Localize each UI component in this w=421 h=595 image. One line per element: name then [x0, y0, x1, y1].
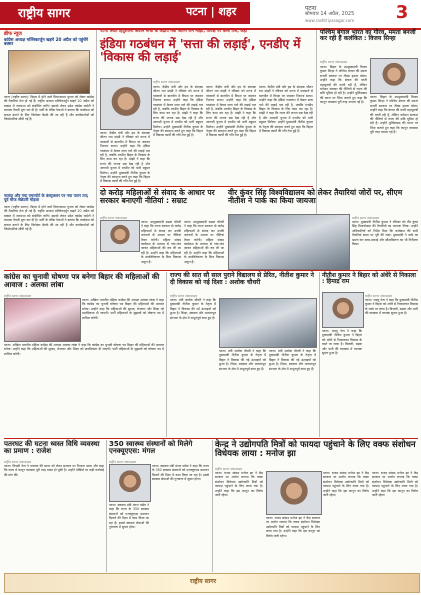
congress-body-2: पटना। अखिल भारतीय महिला कांग्रेस की अध्यक्ष अलका लांबा ने कहा कि कांग्रेस का चुनावी घोषणा पत्र बिहार की महिलाओं की आवाज बनेगा। उन्होंने कहा कि महिलाओं की सुरक्षा, रोजगार और शिक्षा को प्राथमिकता दी जाएगी। पार्टी महिलाओं के सुझावों को घोषणा पत्र में शामिल करेगी।: [4, 343, 164, 356]
right-mid-photo: [322, 292, 364, 328]
right-top-body: पटना। बिहार के उपमुख्यमंत्री विजय कुमार सिन्हा ने पश्चिम बंगाल की ममता बनर्जी सरकार पर तीखा हमला बोला। उन्होंने कहा कि बंगाल की धरती महापुरुषों की धरती रही है, लेकिन वर्तमान सरकार की नीतियों से राज्य की छवि धूमिल हो रही है। उन्होंने मुर्शिदाबाद की घटना पर चिंता जताते हुए कहा कि कानून व्यवस्था पूरी तरह चरमरा गई है।: [320, 65, 367, 105]
right-mid-headline: नीतीश कुमार ने बिहार को अंधेरे से निकाला : हिमाद्र राम: [322, 272, 416, 286]
lead-body-col3: पटना। केंद्रीय मंत्री और हम के संरक्षक जीतन राम मांझी ने रविवार को पटना में पत्रकारों से बातचीत में विपक्ष पर जमकर निशाना साधा। उन्होंने कहा कि इंडिया गठबंधन में केवल सत्ता पाने की लड़ाई चल रही है, जबकि एनडीए बिहार के विकास के लिए काम कर रहा है। मांझी ने कहा कि राज्य की जनता सब देख रही है और आगामी चुनाव में एनडीए को भारी बहुमत मिलेगा। उन्होंने मुख्यमंत्री नीतीश कुमार के नेतृत्व की सराहना करते हुए कहा कि बिहार में विकास कार्यों की गति तेज हुई है।: [259, 85, 313, 134]
bottom-left-byline: राष्ट्रीय सागर संवाददाता: [4, 460, 32, 464]
bottom-right-body: पटना। राजद सांसद मनोज झा ने केंद्र सरकार पर आरोप लगाया कि वक्फ संशोधन विधेयक उद्योगपति मित्रों को फायदा पहुंचाने के लिए लाया गया है। उन्होंने कहा कि इस कानून का विरोध जारी रहेगा।: [215, 471, 263, 498]
bottom-right-body-3: पटना। राजद सांसद मनोज झा ने केंद्र सरकार पर आरोप लगाया कि वक्फ संशोधन विधेयक उद्योगपति मित्रों को फायदा पहुंचाने के लिए लाया गया है। उन्होंने कहा कि इस कानून का विरोध जारी रहेगा।: [323, 471, 369, 498]
right-mid-body-2: पटना। जदयू नेता ने कहा कि मुख्यमंत्री नीतीश कुमार ने बिहार को अंधेरे से निकालकर विकास के रास्ते पर लाया है। बिजली, सड़क और पानी की व्यवस्था में व्यापक सुधार हुआ है।: [322, 329, 362, 356]
right-top-byline: राष्ट्रीय सागर संवाददाता: [320, 60, 348, 64]
section-title: पटना | शहर: [186, 5, 237, 18]
congress-headline: कांग्रेस का चुनावी घोषणा पत्र बनेगा बिहार की महिलाओं की आवाज : अलका लांबा: [4, 272, 160, 289]
right-mid-body: पटना। जदयू नेता ने कहा कि मुख्यमंत्री नीतीश कुमार ने बिहार को अंधेरे से निकालकर विकास के रास्ते पर लाया है। बिजली, सड़क और पानी की व्यवस्था में व्यापक सुधार हुआ है।: [365, 298, 418, 316]
choudhary-body-2: पटना। मंत्री अशोक चौधरी ने कहा कि मुख्यमंत्री नीतीश कुमार के नेतृत्व में बिहार ने विकास की नई ऊंचाइयों को छुआ है। शिक्षा, स्वास्थ्य और आधारभूत संरचना के क्षेत्र में अभूतपूर्व काम हुए हैं।: [219, 349, 266, 371]
bottom-right-body-2: पटना। राजद सांसद मनोज झा ने केंद्र सरकार पर आरोप लगाया कि वक्फ संशोधन विधेयक उद्योगपति मित्रों को फायदा पहुंचाने के लिए लाया गया है। उन्होंने कहा कि इस कानून का विरोध जारी रहेगा।: [266, 516, 320, 538]
bottom-mid-body-2: पटना। स्वास्थ्य मंत्री मंगल पांडेय ने कहा कि राज्य के 350 स्वास्थ्य संस्थानों को एनक्यूएएस प्रमाणन दिलाने की दिशा में काम किया जा रहा है। इससे स्वास्थ्य सेवाओं की गुणवत्ता में सुधार होगा।: [109, 503, 149, 530]
lead-photo: [100, 78, 152, 130]
women-byline: राष्ट्रीय सागर संवाददाता: [100, 216, 128, 220]
women-body-2: पटना। उपमुख्यमंत्री सम्राट चौधरी ने कहा कि राज्य सरकार दो करोड़ महिलाओं से संवाद कर उनकी जरूरतों के आधार पर नीतियां तैयार करेगी। महिला संवाद कार्यक्रम के माध्यम से गांव-गांव जाकर महिलाओं की राय ली जा रही है। उन्होंने कहा कि महिलाओं के सशक्तिकरण के बिना विकास अधूरा है।: [184, 220, 224, 264]
bottom-mid-photo: [109, 464, 151, 502]
congress-body: पटना। अखिल भारतीय महिला कांग्रेस की अध्यक्ष अलका लांबा ने कहा कि कांग्रेस का चुनावी घोषणा पत्र बिहार की महिलाओं की आवाज बनेगा। उन्होंने कहा कि महिलाओं की सुरक्षा, रोजगार और शिक्षा को प्राथमिकता दी जाएगी। पार्टी महिलाओं के सुझावों को घोषणा पत्र में शामिल करेगी।: [82, 298, 164, 320]
website: www.rashtriyasagar.com: [305, 18, 355, 23]
brief2-headline: नालंदा और गया एयरपोर्ट के कंस्ट्रक्शन पर नया प्लान तय; पूर्व चीफ सेक्रेटरी मोहला: [4, 193, 89, 203]
brief1-photo: [8, 50, 90, 94]
footer-text: राष्ट्रीय सागर: [190, 578, 217, 585]
choudhary-headline: राज्य की सात सौ साल पुराने विद्यालय से प्रेरित, नीतीश कुमार ने दी विकास को नई दिशा : अशोक चौधरी: [170, 272, 314, 286]
university-headline: वीर कुंवर सिंह विश्वविद्यालय को लेकर तैयारियां जोरों पर, सीएम नीतीश ने पार्क का किया जायजा: [228, 188, 403, 205]
divider: [106, 440, 107, 572]
paper-city: पटना: [305, 5, 317, 12]
lead-headline: इंडिया गठबंधन में 'सत्ता की लड़ाई', एनडीए में 'विकास की लड़ाई': [100, 37, 301, 64]
choudhary-body-3: पटना। मंत्री अशोक चौधरी ने कहा कि मुख्यमंत्री नीतीश कुमार के नेतृत्व में बिहार ने विकास की नई ऊंचाइयों को छुआ है। शिक्षा, स्वास्थ्य और आधारभूत संरचना के क्षेत्र में अभूतपूर्व काम हुए हैं।: [269, 349, 316, 371]
lead-byline: राष्ट्रीय सागर संवाददाता: [153, 80, 181, 84]
bottom-right-photo: [266, 471, 322, 515]
brief2-body: पटना (राष्ट्रीय सागर): बिहार में होने वाले विधानसभा चुनाव को लेकर कांग्रेस की तैयारियां तेज हो गई हैं। राष्ट्रीय अध्यक्ष मल्लिकार्जुन खड़गे 20 अप्रैल को बक्सर में जनसभा को संबोधित करेंगे। इसको लेकर प्रदेश कांग्रेस कमेटी ने व्यापक तैयारी शुरू कर दी है। पार्टी के वरिष्ठ नेताओं ने बताया कि कार्यक्रम को सफल बनाने के लिए जिलेवार बैठकें की जा रही हैं और कार्यकर्ताओं को जिम्मेदारियां सौंपी गई हैं।: [4, 205, 94, 232]
choudhary-photo: [219, 298, 317, 348]
women-headline: दो करोड़ महिलाओं से संवाद के आधार पर सरकार बनाएगी नीतियां : सम्राट: [100, 188, 215, 205]
bottom-right-byline: राष्ट्रीय सागर संवाददाता: [215, 467, 243, 471]
bottom-mid-body: पटना। स्वास्थ्य मंत्री मंगल पांडेय ने कहा कि राज्य के 350 स्वास्थ्य संस्थानों को एनक्यूएएस प्रमाणन दिलाने की दिशा में काम किया जा रहा है। इससे स्वास्थ्य सेवाओं की गुणवत्ता में सुधार होगा।: [152, 464, 209, 482]
right-mid-byline: राष्ट्रीय सागर संवाददाता: [365, 294, 393, 298]
bottom-left-headline: पतरघट की घटना ध्वस्त विधि व्यवस्था का प्रमाण : राजेश: [4, 440, 100, 456]
divider: [100, 186, 313, 187]
divider: [96, 30, 97, 270]
issue-date: सोमवार 14 अप्रैल, 2025: [305, 11, 355, 17]
choudhary-body: पटना। मंत्री अशोक चौधरी ने कहा कि मुख्यमंत्री नीतीश कुमार के नेतृत्व में बिहार ने विकास की नई ऊंचाइयों को छुआ है। शिक्षा, स्वास्थ्य और आधारभूत संरचना के क्षेत्र में अभूतपूर्व काम हुए हैं।: [170, 298, 216, 320]
bottom-mid-headline: 350 स्वास्थ्य संस्थानों को मिलेगे एनक्यूएएस: मंगल: [109, 440, 193, 456]
university-photo: [228, 214, 350, 270]
right-top-photo: [370, 58, 418, 94]
divider: [4, 270, 418, 271]
congress-photo: [4, 298, 81, 342]
bottom-left-body: पटना। विपक्षी नेता ने पतरघट की घटना को लेकर सरकार पर निशाना साधा और कहा कि राज्य में कानून व्यवस्था पूरी तरह ध्वस्त हो चुकी है। उन्होंने दोषियों पर कड़ी कार्रवाई की मांग की।: [4, 464, 104, 477]
divider: [4, 438, 418, 439]
right-top-body-2: पटना। बिहार के उपमुख्यमंत्री विजय कुमार सिन्हा ने पश्चिम बंगाल की ममता बनर्जी सरकार पर तीखा हमला बोला। उन्होंने कहा कि बंगाल की धरती महापुरुषों की धरती रही है, लेकिन वर्तमान सरकार की नीतियों से राज्य की छवि धूमिल हो रही है। उन्होंने मुर्शिदाबाद की घटना पर चिंता जताते हुए कहा कि कानून व्यवस्था पूरी तरह चरमरा गई है।: [370, 95, 418, 135]
divider: [212, 440, 213, 572]
choudhary-byline: राष्ट्रीय सागर संवाददाता: [170, 294, 198, 298]
university-body: पटना। मुख्यमंत्री नीतीश कुमार ने रविवार को वीर कुंवर सिंह विजयोत्सव की तैयारियों का जायजा लिया। उन्होंने अधिकारियों को निर्देश दिया कि कार्यक्रम की सभी तैयारियां समय पर पूरी की जाएं। मुख्यमंत्री ने पार्क का भ्रमण कर साफ-सफाई और सौंदर्यीकरण का भी निरीक्षण किया।: [352, 220, 418, 247]
bottom-right-body-4: पटना। राजद सांसद मनोज झा ने केंद्र सरकार पर आरोप लगाया कि वक्फ संशोधन विधेयक उद्योगपति मित्रों को फायदा पहुंचाने के लिए लाया गया है। उन्होंने कहा कि इस कानून का विरोध जारी रहेगा।: [372, 471, 418, 498]
bottom-mid-byline: राष्ट्रीय सागर संवाददाता: [109, 460, 137, 464]
divider: [166, 272, 167, 437]
divider: [319, 272, 320, 437]
university-byline: राष्ट्रीय सागर संवाददाता: [352, 216, 380, 220]
brief1-headline: कांग्रेस अध्यक्ष मल्लिकार्जुन खड़गे 20 अप्रैल को पहुंचेंगे बक्सर: [4, 37, 89, 47]
right-top-headline: पश्चिम बंगाल भारत का गौरव, ममता बनर्जी कर रही हैं कलंकित : विजय सिन्हा: [320, 29, 416, 43]
lead-body-col2: पटना। केंद्रीय मंत्री और हम के संरक्षक जीतन राम मांझी ने रविवार को पटना में पत्रकारों से बातचीत में विपक्ष पर जमकर निशाना साधा। उन्होंने कहा कि इंडिया गठबंधन में केवल सत्ता पाने की लड़ाई चल रही है, जबकि एनडीए बिहार के विकास के लिए काम कर रहा है। मांझी ने कहा कि राज्य की जनता सब देख रही है और आगामी चुनाव में एनडीए को भारी बहुमत मिलेगा। उन्होंने मुख्यमंत्री नीतीश कुमार के नेतृत्व की सराहना करते हुए कहा कि बिहार में विकास कार्यों की गति तेज हुई है।: [206, 85, 256, 138]
congress-byline: राष्ट्रीय सागर संवाददाता: [4, 294, 32, 298]
women-body: पटना। उपमुख्यमंत्री सम्राट चौधरी ने कहा कि राज्य सरकार दो करोड़ महिलाओं से संवाद कर उनकी जरूरतों के आधार पर नीतियां तैयार करेगी। महिला संवाद कार्यक्रम के माध्यम से गांव-गांव जाकर महिलाओं की राय ली जा रही है। उन्होंने कहा कि महिलाओं के सशक्तिकरण के बिना विकास अधूरा है।: [141, 220, 181, 264]
masthead: [0, 0, 421, 30]
brief1-body: पटना (राष्ट्रीय सागर): बिहार में होने वाले विधानसभा चुनाव को लेकर कांग्रेस की तैयारियां तेज हो गई हैं। राष्ट्रीय अध्यक्ष मल्लिकार्जुन खड़गे 20 अप्रैल को बक्सर में जनसभा को संबोधित करेंगे। इसको लेकर प्रदेश कांग्रेस कमेटी ने व्यापक तैयारी शुरू कर दी है। पार्टी के वरिष्ठ नेताओं ने बताया कि कार्यक्रम को सफल बनाने के लिए जिलेवार बैठकें की जा रही हैं और कार्यकर्ताओं को जिम्मेदारियां सौंपी गई हैं।: [4, 95, 94, 122]
brief-news-tag: ब्रीफ न्यूज: [4, 31, 22, 37]
lead-body-col0: पटना। केंद्रीय मंत्री और हम के संरक्षक जीतन राम मांझी ने रविवार को पटना में पत्रकारों से बातचीत में विपक्ष पर जमकर निशाना साधा। उन्होंने कहा कि इंडिया गठबंधन में केवल सत्ता पाने की लड़ाई चल रही है, जबकि एनडीए बिहार के विकास के लिए काम कर रहा है। मांझी ने कहा कि राज्य की जनता सब देख रही है और आगामी चुनाव में एनडीए को भारी बहुमत मिलेगा। उन्होंने मुख्यमंत्री नीतीश कुमार के नेतृत्व की सराहना करते हुए कहा कि बिहार में विकास कार्यों की गति तेज हुई है।: [100, 131, 150, 184]
bottom-right-headline: केन्द्र ने उद्योगपति मित्रों को फायदा पहुंचाने के लिए वक्फ संशोधन विधेयक लाया : मनोज झा: [215, 440, 416, 459]
lead-kicker: पटना स्थित हिंदुस्तानी अवाम मोर्चा के केंद्रीय मंत्री जीतन राम मांझी, विपक्ष पर कसा तंज, कहा: [100, 29, 248, 34]
women-photo: [100, 220, 140, 252]
lead-body-col1: पटना। केंद्रीय मंत्री और हम के संरक्षक जीतन राम मांझी ने रविवार को पटना में पत्रकारों से बातचीत में विपक्ष पर जमकर निशाना साधा। उन्होंने कहा कि इंडिया गठबंधन में केवल सत्ता पाने की लड़ाई चल रही है, जबकि एनडीए बिहार के विकास के लिए काम कर रहा है। मांझी ने कहा कि राज्य की जनता सब देख रही है और आगामी चुनाव में एनडीए को भारी बहुमत मिलेगा। उन्होंने मुख्यमंत्री नीतीश कुमार के नेतृत्व की सराहना करते हुए कहा कि बिहार में विकास कार्यों की गति तेज हुई है।: [153, 85, 203, 138]
page-number: 3: [391, 3, 413, 23]
brand-name: राष्ट्रीय सागर: [18, 6, 71, 20]
